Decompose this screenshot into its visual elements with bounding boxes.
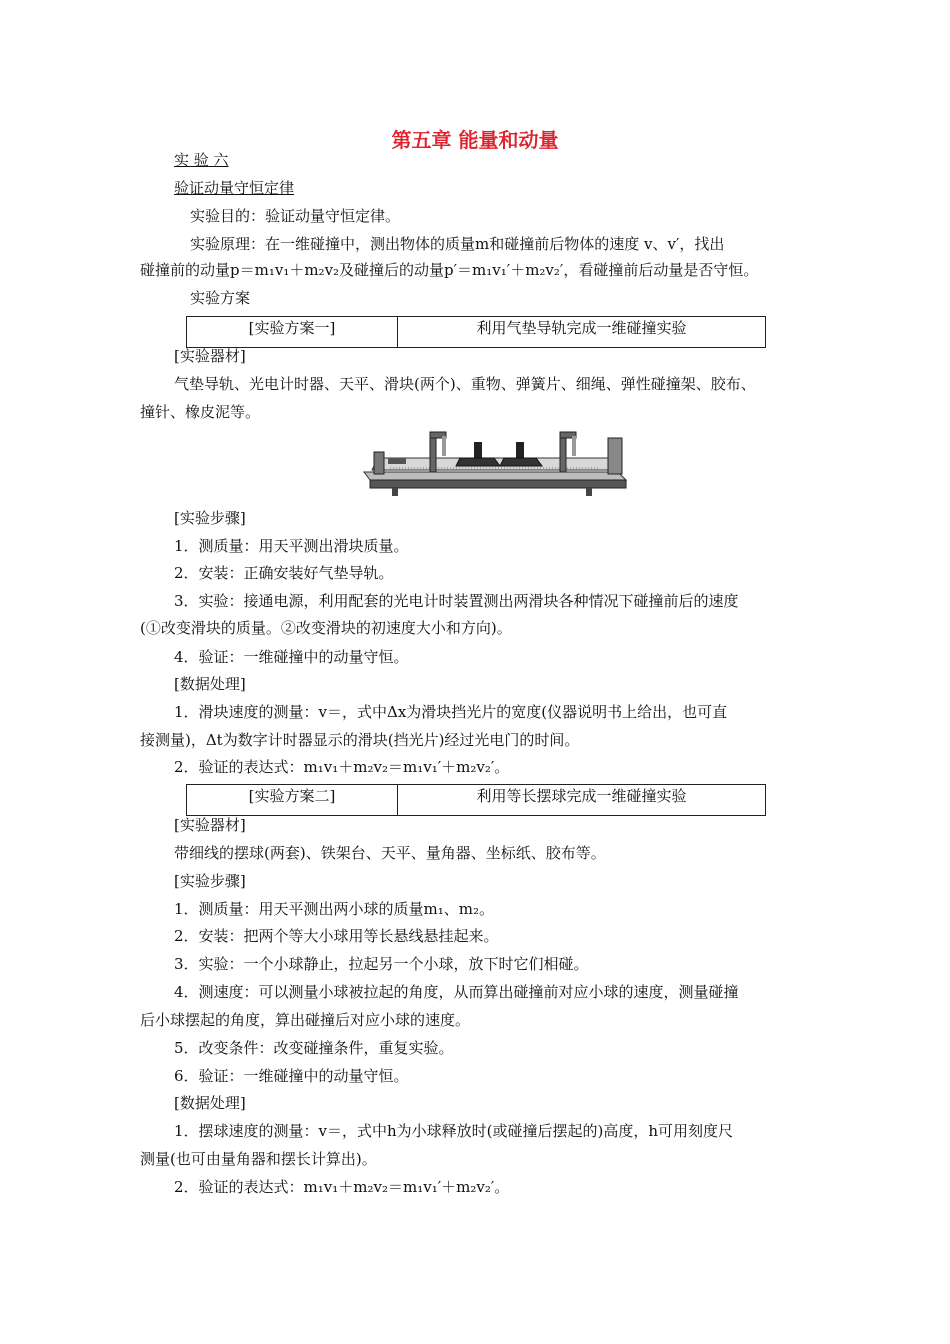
plan1-data-heading: [数据处理] <box>174 675 246 693</box>
plan1-equipment-line-2: 撞针、橡皮泥等。 <box>140 403 261 421</box>
plan1-data-1b: 接测量)，Δt为数字计时器显示的滑块(挡光片)经过光电门的时间。 <box>140 731 580 749</box>
plan1-step-4: 4．验证：一维碰撞中的动量守恒。 <box>174 648 409 666</box>
plan1-label: [实验方案一] <box>187 317 398 347</box>
plan1-steps-heading: [实验步骤] <box>174 509 246 527</box>
purpose-text: 实验目的：验证动量守恒定律。 <box>190 207 401 225</box>
plan2-step-4b: 后小球摆起的角度，算出碰撞后对应小球的速度。 <box>140 1011 471 1029</box>
plan2-data-heading: [数据处理] <box>174 1094 246 1112</box>
plan2-data-1a: 1．摆球速度的测量：v＝，式中h为小球释放时(或碰撞后摆起的)高度，h可用刻度尺 <box>174 1122 734 1140</box>
plan1-table <box>186 316 766 348</box>
principle-line-1: 实验原理：在一维碰撞中，测出物体的质量m和碰撞前后物体的速度 v、v′，找出 <box>190 235 725 253</box>
plan2-label: [实验方案二] <box>187 785 398 815</box>
plan1-data-2: 2．验证的表达式：m₁v₁＋m₂v₂＝m₁v₁′＋m₂v₂′。 <box>174 758 510 776</box>
plan2-step-1: 1．测质量：用天平测出两小球的质量m₁、m₂。 <box>174 900 495 918</box>
plan2-step-6: 6．验证：一维碰撞中的动量守恒。 <box>174 1067 409 1085</box>
plan2-data-2: 2．验证的表达式：m₁v₁＋m₂v₂＝m₁v₁′＋m₂v₂′。 <box>174 1178 510 1196</box>
section-subtitle: 验证动量守恒定律 <box>174 179 295 197</box>
plan2-data-1b: 测量(也可由量角器和摆长计算出)。 <box>140 1150 377 1168</box>
plan2-equipment-line-1: 带细线的摆球(两套)、铁架台、天平、量角器、坐标纸、胶布等。 <box>174 844 606 862</box>
plan1-desc: 利用气垫导轨完成一维碰撞实验 <box>476 319 687 337</box>
plan-heading: 实验方案 <box>190 289 251 307</box>
plan1-step-3a: 3．实验：接通电源，利用配套的光电计时装置测出两滑块各种情况下碰撞前后的速度 <box>174 592 739 610</box>
plan2-equipment-heading: [实验器材] <box>174 816 246 834</box>
plan1-equipment-line-1: 气垫导轨、光电计时器、天平、滑块(两个)、重物、弹簧片、细绳、弹性碰撞架、胶布、 <box>174 375 756 393</box>
plan2-step-5: 5．改变条件：改变碰撞条件，重复实验。 <box>174 1039 454 1057</box>
air-track-figure <box>360 428 630 498</box>
plan1-step-1: 1．测质量：用天平测出滑块质量。 <box>174 537 409 555</box>
plan2-desc: 利用等长摆球完成一维碰撞实验 <box>476 787 687 805</box>
plan1-data-1a: 1．滑块速度的测量：v＝，式中Δx为滑块挡光片的宽度(仪器说明书上给出，也可直 <box>174 703 728 721</box>
plan1-step-2: 2．安装：正确安装好气垫导轨。 <box>174 564 394 582</box>
section-label: 实 验 六 <box>174 151 229 169</box>
plan1-equipment-heading: [实验器材] <box>174 347 246 365</box>
plan2-table <box>186 784 766 816</box>
plan2-step-4a: 4．测速度：可以测量小球被拉起的角度，从而算出碰撞前对应小球的速度，测量碰撞 <box>174 983 739 1001</box>
principle-line-2: 碰撞前的动量p＝m₁v₁＋m₂v₂及碰撞后的动量p′＝m₁v₁′＋m₂v₂′，看碰撞前后动量是否守恒。 <box>140 261 759 279</box>
plan2-steps-heading: [实验步骤] <box>174 872 246 890</box>
plan2-step-2: 2．安装：把两个等大小球用等长悬线悬挂起来。 <box>174 927 499 945</box>
plan2-step-3: 3．实验：一个小球静止，拉起另一个小球，放下时它们相碰。 <box>174 955 589 973</box>
chapter-title: 第五章 能量和动量 <box>391 128 559 152</box>
plan1-step-3b: (①改变滑块的质量。②改变滑块的初速度大小和方向)。 <box>140 619 512 637</box>
